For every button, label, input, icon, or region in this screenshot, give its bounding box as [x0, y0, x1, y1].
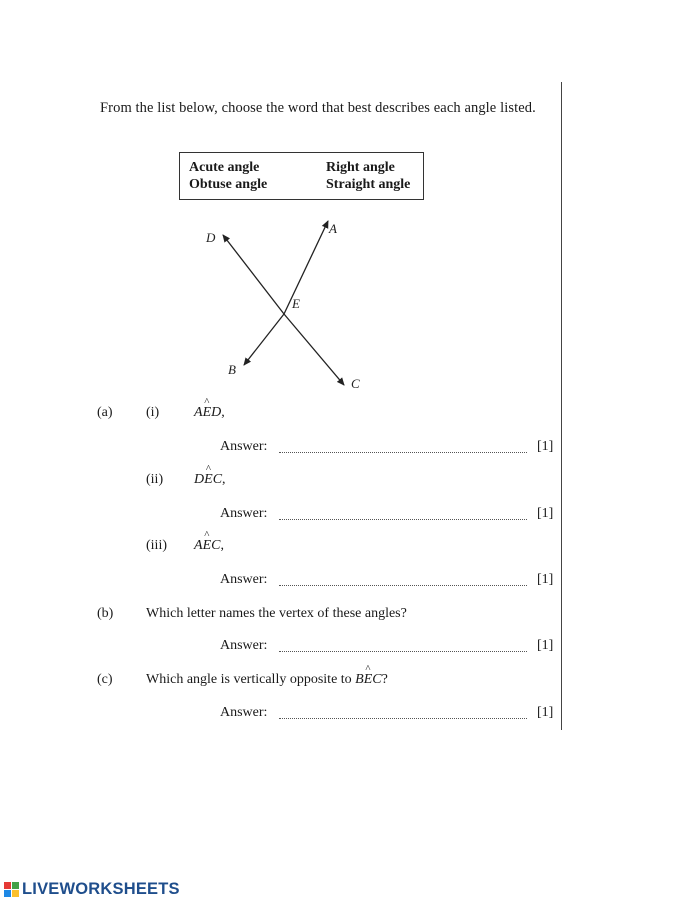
line-dc-lower — [284, 314, 344, 385]
answer-label: Answer: — [220, 705, 268, 720]
instructions: From the list below, choose the word that best describes each angle listed. — [100, 100, 536, 116]
word-list-box — [179, 152, 424, 200]
part-a-label: (a) — [97, 405, 113, 420]
label-a: A — [329, 221, 337, 236]
line-ab — [284, 221, 328, 314]
mark-a-i: [1] — [537, 439, 554, 454]
part-c-label: (c) — [97, 672, 113, 687]
mark-c: [1] — [537, 705, 554, 720]
answer-field-c[interactable] — [279, 705, 527, 719]
word-acute-angle: Acute angle — [189, 160, 260, 175]
label-b: B — [228, 362, 236, 377]
answer-label: Answer: — [220, 638, 268, 653]
answer-label: Answer: — [220, 439, 268, 454]
answer-field-a-ii[interactable] — [279, 506, 527, 520]
part-a-ii-label: (ii) — [146, 472, 164, 487]
angle-aed: A ^ ED, — [194, 396, 225, 420]
word-obtuse-angle: Obtuse angle — [189, 177, 268, 192]
answer-label: Answer: — [220, 572, 268, 587]
intersecting-lines-diagram — [190, 212, 380, 397]
part-b-label: (b) — [97, 606, 114, 621]
line-dc — [223, 235, 284, 314]
answer-label: Answer: — [220, 506, 268, 521]
angle-dec: D ^ EC, — [194, 463, 226, 487]
answer-field-a-i[interactable] — [279, 439, 527, 453]
part-c-question: Which angle is vertically opposite to B ^ EC? — [146, 663, 388, 687]
word-right-angle: Right angle — [326, 160, 395, 175]
logo-squares-icon — [4, 882, 19, 897]
label-c: C — [351, 376, 360, 391]
label-d: D — [206, 230, 216, 245]
line-ab-lower — [244, 314, 284, 365]
mark-a-iii: [1] — [537, 572, 554, 587]
answer-field-b[interactable] — [279, 638, 527, 652]
liveworksheets-logo — [4, 880, 180, 899]
label-e: E — [292, 296, 300, 311]
mark-b: [1] — [537, 638, 554, 653]
part-b-question: Which letter names the vertex of these angles? — [146, 606, 407, 621]
part-a-i-label: (i) — [146, 405, 160, 420]
mark-a-ii: [1] — [537, 506, 554, 521]
word-straight-angle: Straight angle — [326, 177, 411, 192]
answer-field-a-iii[interactable] — [279, 572, 527, 586]
margin-line — [561, 82, 562, 730]
angle-aec: A ^ EC, — [194, 529, 224, 553]
part-a-iii-label: (iii) — [146, 538, 167, 553]
brand-name: LIVEWORKSHEETS — [22, 880, 180, 898]
